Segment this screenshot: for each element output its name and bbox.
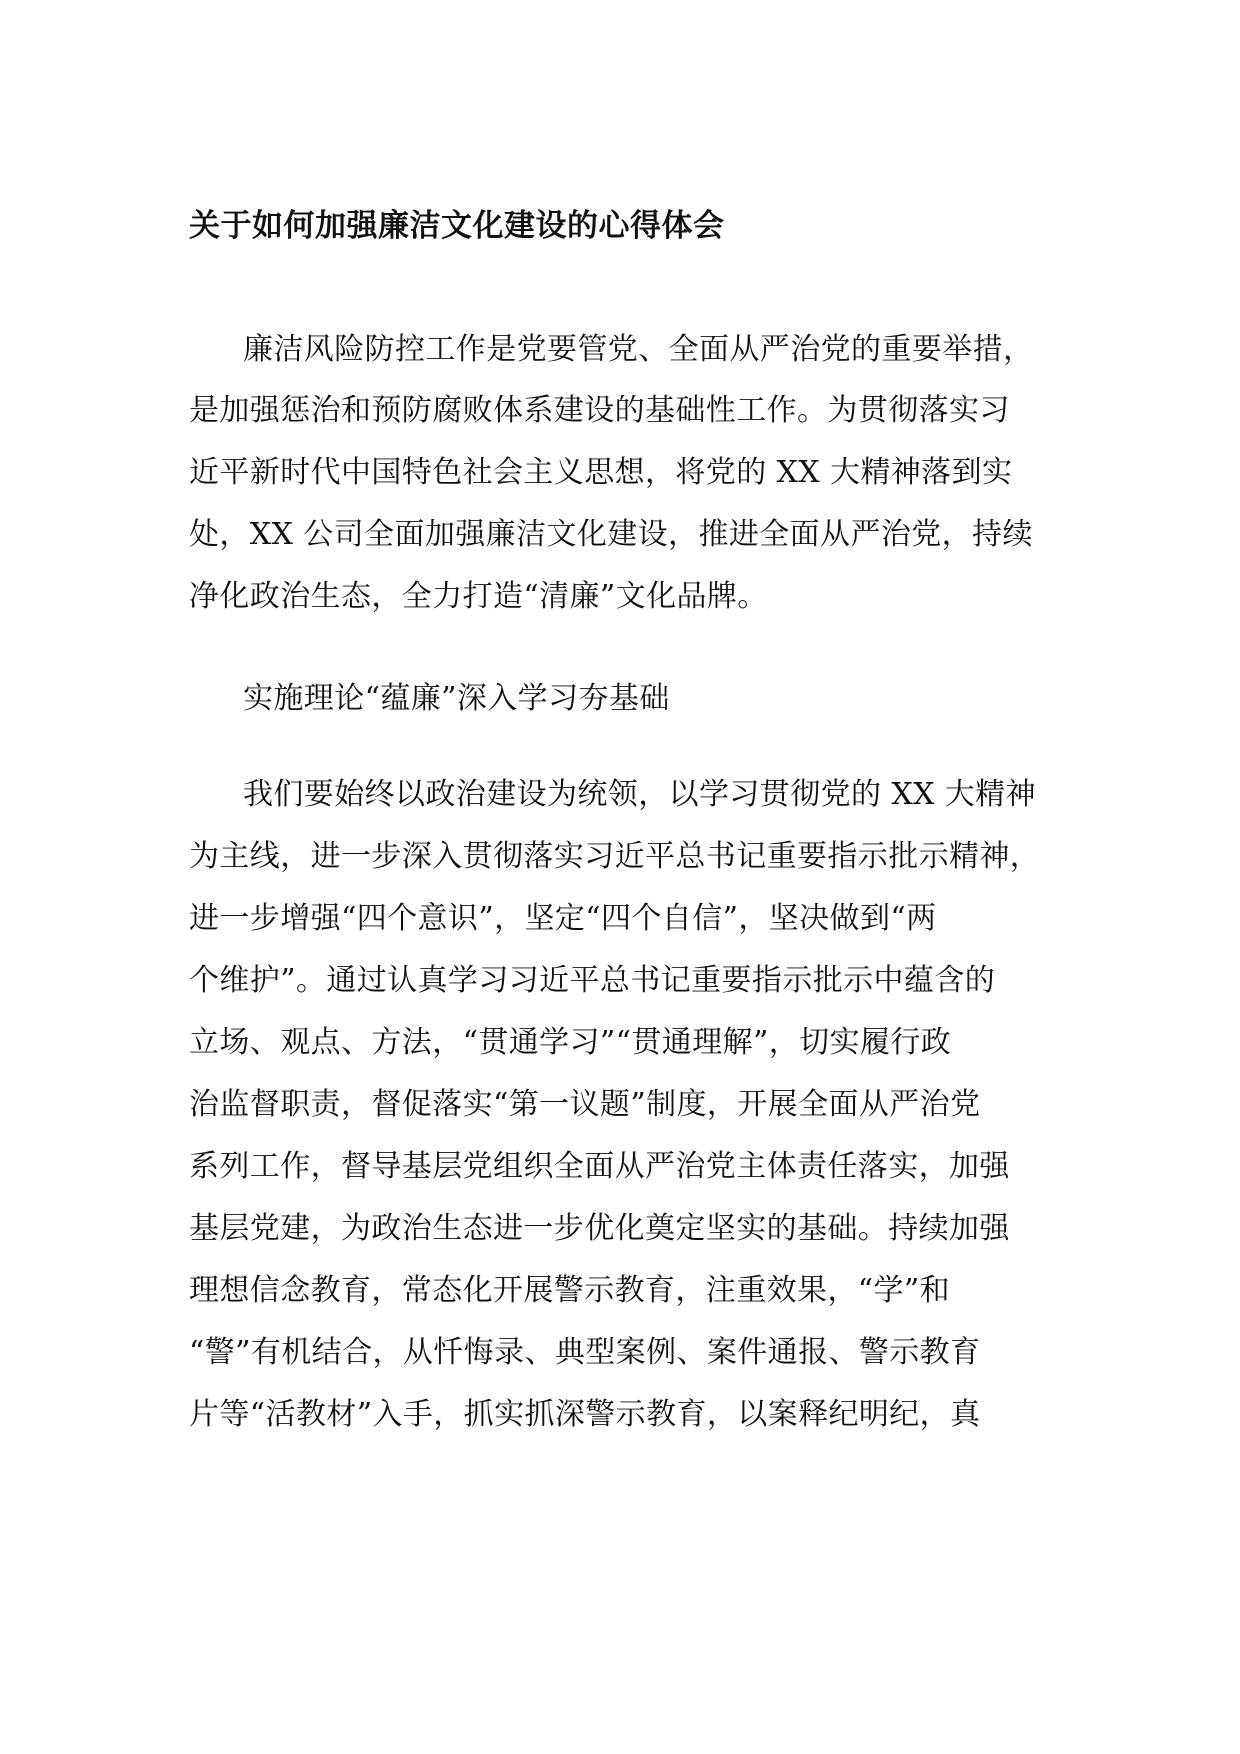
paragraph2-line: 治监督职责，督促落实“第一议题”制度，开展全面从严治党 bbox=[189, 1087, 981, 1122]
section-heading: 实施理论“蕴廉”深入学习夯基础 bbox=[243, 681, 670, 716]
paragraph2-line: 片等“活教材”入手，抓实抓深警示教育，以案释纪明纪，真 bbox=[189, 1397, 981, 1432]
paragraph2-line: “警”有机结合，从忏悔录、典型案例、案件通报、警示教育 bbox=[189, 1335, 981, 1370]
document-title: 关于如何加强廉洁文化建设的心得体会 bbox=[189, 208, 725, 244]
paragraph1-line: 廉洁风险防控工作是党要管党、全面从严治党的重要举措， bbox=[243, 332, 1034, 367]
paragraph2-line: 系列工作，督导基层党组织全面从严治党主体责任落实，加强 bbox=[189, 1149, 1010, 1184]
paragraph1-line: 近平新时代中国特色社会主义思想，将党的 XX 大精神落到实 bbox=[189, 455, 1013, 490]
paragraph2-line: 立场、观点、方法，“贯通学习”“贯通理解”，切实履行政 bbox=[189, 1025, 952, 1060]
paragraph2-line: 个维护”。通过认真学习习近平总书记重要指示批示中蕴含的 bbox=[189, 963, 996, 998]
paragraph2-line: 进一步增强“四个意识”，坚定“四个自信”，坚决做到“两 bbox=[189, 901, 937, 936]
paragraph2-line: 我们要始终以政治建设为统领，以学习贯彻党的 XX 大精神 bbox=[243, 777, 1036, 812]
paragraph1-line: 是加强惩治和预防腐败体系建设的基础性工作。为贯彻落实习 bbox=[189, 393, 1010, 428]
paragraph2-line: 为主线，进一步深入贯彻落实习近平总书记重要指示批示精神， bbox=[189, 839, 1041, 874]
paragraph1-line: 净化政治生态，全力打造“清廉”文化品牌。 bbox=[189, 579, 768, 614]
paragraph1-line: 处，XX 公司全面加强廉洁文化建设，推进全面从严治党，持续 bbox=[189, 517, 1033, 552]
paragraph2-line: 基层党建，为政治生态进一步优化奠定坚实的基础。持续加强 bbox=[189, 1211, 1010, 1246]
paragraph2-line: 理想信念教育，常态化开展警示教育，注重效果，“学”和 bbox=[189, 1273, 951, 1308]
